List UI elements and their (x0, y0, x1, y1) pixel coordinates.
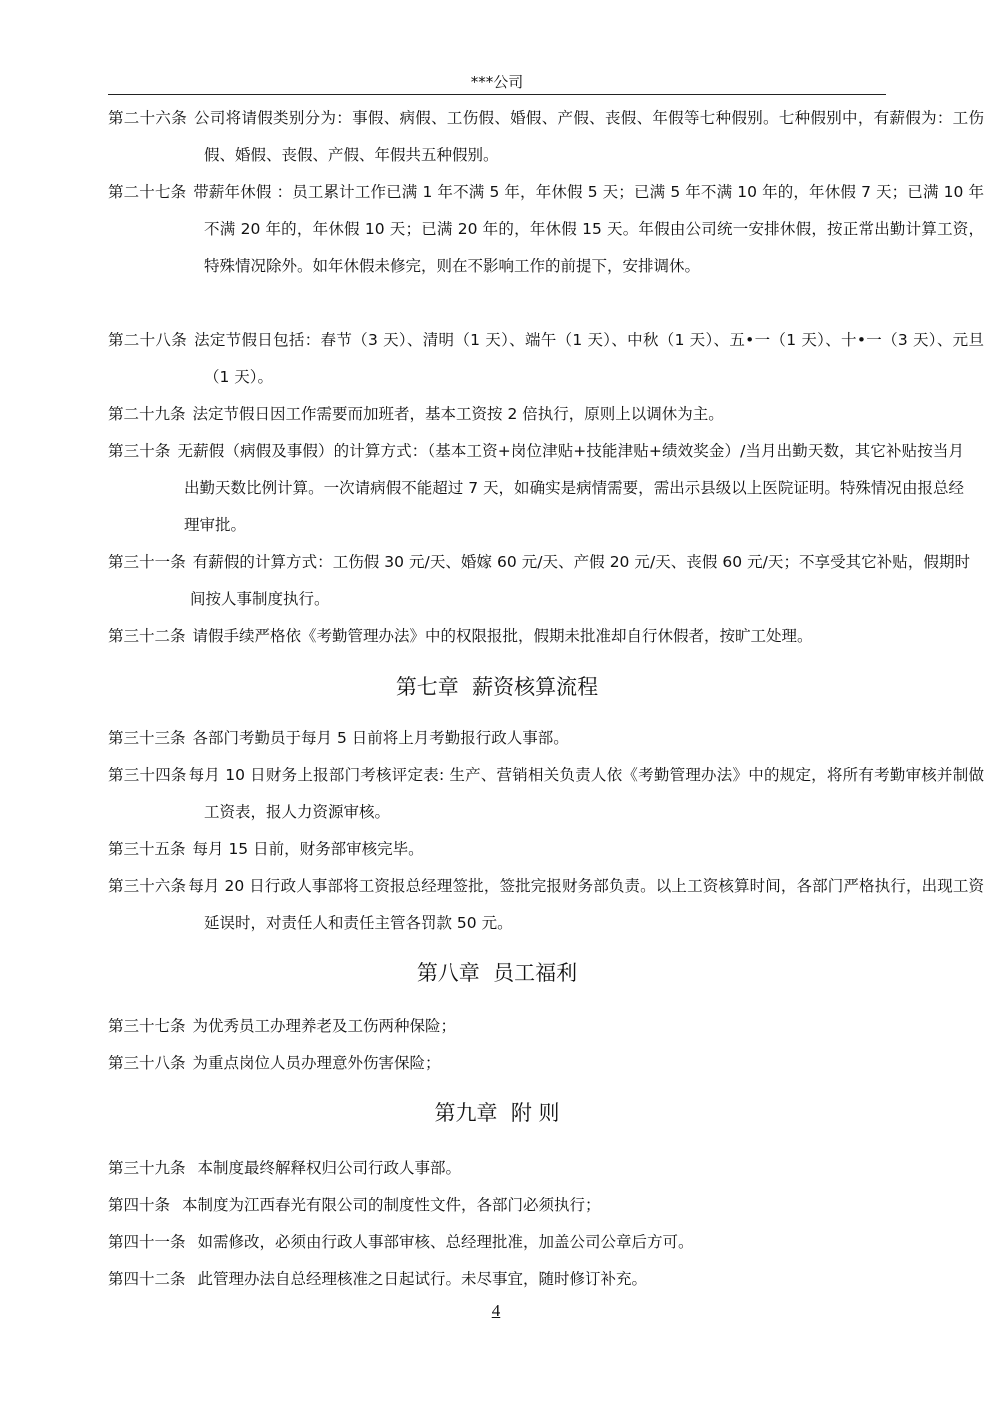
article-28 (108, 322, 984, 396)
article-text: 各部门考勤员于每月 5 日前将上月考勤报行政人事部。 (192, 729, 569, 747)
article-label: 第三十五条 (108, 840, 186, 858)
chapter-title: 第九章 附 则 (434, 1101, 560, 1125)
article-label: 第三十二条 (108, 627, 186, 645)
chapter-title: 第七章 薪资核算流程 (395, 675, 599, 699)
page-header-title: ***公司 (470, 73, 524, 91)
article-36 (108, 868, 984, 942)
article-label: 第四十一条 (108, 1233, 186, 1251)
article-label: 第四十二条 (108, 1270, 186, 1288)
article-label: 第四十条 (108, 1196, 171, 1214)
article-text: 有薪假的计算方式：工伤假 30 元/天、婚嫁 60 元/天、产假 20 元/天、丧假 60 元/天；不享受其它补贴，假期时间按人事制度执行。 (190, 553, 970, 608)
article-40 (108, 1187, 984, 1224)
article-text: 本制度最终解释权归公司行政人事部。 (197, 1159, 462, 1177)
article-label: 第二十九条 (108, 405, 186, 423)
article-27 (108, 174, 984, 285)
article-label: 第二十七条 (108, 183, 187, 201)
article-29 (108, 396, 984, 433)
article-text: 为重点岗位人员办理意外伤害保险； (192, 1054, 441, 1072)
article-38 (108, 1045, 984, 1082)
article-42 (108, 1261, 984, 1298)
article-label: 第三十三条 (108, 729, 186, 747)
article-text: 每月 10 日财务上报部门考核评定表: 生产、营销相关负责人依《考勤管理办法》中的规定，将所有考勤审核并制做工资表，报人力资源审核。 (188, 766, 984, 821)
article-35 (108, 831, 984, 868)
article-text: 请假手续严格依《考勤管理办法》中的权限报批，假期未批准却自行休假者，按旷工处理。 (192, 627, 813, 645)
article-text: 法定节假日包括：春节（3 天）、清明（1 天）、端午（1 天）、中秋（1 天）、五•一（1 天）、十•一（3 天）、元旦（1 天）。 (194, 331, 984, 386)
article-text: 每月 20 日行政人事部将工资报总经理签批，签批完报财务部负责。以上工资核算时间，各部门严格执行，出现工资延误时，对责任人和责任主管各罚款 50 元。 (188, 877, 984, 932)
article-label: 第三十九条 (108, 1159, 186, 1177)
article-text: 每月 15 日前，财务部审核完毕。 (192, 840, 424, 858)
article-text: 如需修改，必须由行政人事部审核、总经理批准，加盖公司公章后方可。 (197, 1233, 694, 1251)
article-label: 第三十条 (108, 442, 171, 460)
article-41 (108, 1224, 984, 1261)
article-text: 公司将请假类别分为：事假、病假、工伤假、婚假、产假、丧假、年假等七种假别。七种假别中，有薪假为：工伤假、婚假、丧假、产假、年假共五种假别。 (194, 109, 984, 164)
article-label: 第三十七条 (108, 1017, 186, 1035)
article-31 (108, 544, 970, 618)
article-30 (108, 433, 964, 544)
article-text: 本制度为江西春光有限公司的制度性文件，各部门必须执行； (182, 1196, 601, 1214)
article-label: 第三十四条 (108, 766, 187, 784)
article-label: 第三十八条 (108, 1054, 186, 1072)
article-text: 带薪年休假 ：员工累计工作已满 1 年不满 5 年，年休假 5 天；已满 5 年不满 10 年的，年休假 7 天；已满 10 年不满 20 年的，年休假 10 天；已满 20 年的，年休假 15 天。年假由公司统一安排休假，按正常出勤计算工资，特殊情况除外。如年休假未修完，则在不影响工作的前提下，安排调休。 (193, 183, 984, 275)
article-34 (108, 757, 984, 831)
article-text: 无薪假（病假及事假）的计算方式：（基本工资+岗位津贴+技能津贴+绩效奖金）/当月出勤天数，其它补贴按当月出勤天数比例计算。一次请病假不能超过 7 天，如确实是病情需要，需出示县级以上医院证明。特殊情况由报总经理审批。 (177, 442, 964, 534)
article-label: 第二十六条 (108, 109, 188, 127)
article-37 (108, 1008, 984, 1045)
article-text: 此管理办法自总经理核准之日起试行。未尽事宜，随时修订补充。 (197, 1270, 648, 1288)
article-text: 为优秀员工办理养老及工伤两种保险； (192, 1017, 457, 1035)
article-label: 第三十一条 (108, 553, 186, 571)
article-label: 第三十六条 (108, 877, 187, 895)
page-number: 4 (491, 1301, 501, 1320)
article-26 (108, 100, 984, 174)
header-divider (108, 94, 886, 95)
article-text: 法定节假日因工作需要而加班者，基本工资按 2 倍执行，原则上以调休为主。 (192, 405, 724, 423)
article-32 (108, 618, 984, 655)
article-39 (108, 1150, 984, 1187)
article-33 (108, 720, 984, 757)
chapter-title: 第八章 员工福利 (416, 961, 578, 985)
article-label: 第二十八条 (108, 331, 188, 349)
